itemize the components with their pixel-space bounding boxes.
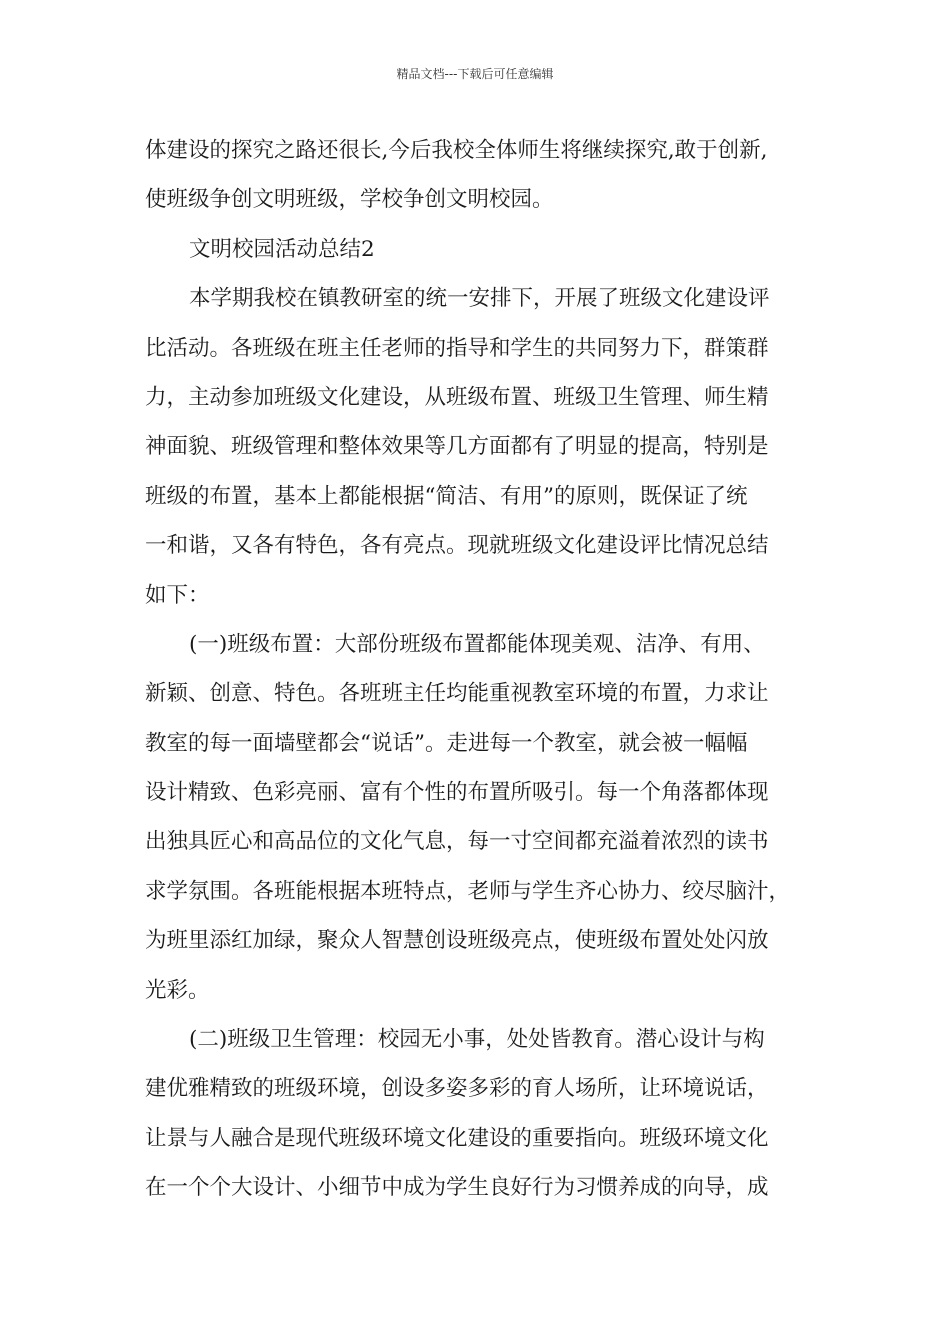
text-line: 光彩。 xyxy=(145,977,210,1003)
page-header: 精品文档---下载后可任意编辑 xyxy=(396,67,554,81)
text-line: 教室的每一面墙壁都会“说话”。走进每一个教室，就会被一幅幅 xyxy=(145,730,748,756)
text-line: 比活动。各班级在班主任老师的指导和学生的共同努力下，群策群 xyxy=(145,335,769,361)
text-line: 建优雅精致的班级环境，创设多姿多彩的育人场所，让环境说话， xyxy=(145,1076,769,1102)
text-line: 体建设的探究之路还很长,今后我校全体师生将继续探究,敢于创新, xyxy=(145,138,768,163)
text-line: 如下： xyxy=(145,582,210,608)
text-line: 本学期我校在镇教研室的统一安排下，开展了班级文化建设评 xyxy=(189,286,770,312)
section-heading: 文明校园活动总结2 xyxy=(189,236,375,262)
text-line: 一和谐，又各有特色，各有亮点。现就班级文化建设评比情况总结 xyxy=(145,533,769,559)
text-line: 使班级争创文明班级，学校争创文明校园。 xyxy=(145,187,554,213)
text-line: (一)班级布置：大部份班级布置都能体现美观、洁净、有用、 xyxy=(189,631,765,657)
text-line: 神面貌、班级管理和整体效果等几方面都有了明显的提高，特别是 xyxy=(145,434,769,460)
text-line: 在一个个大设计、小细节中成为学生良好行为习惯养成的向导，成 xyxy=(145,1175,769,1201)
text-line: 为班里添红加绿，聚众人智慧创设班级亮点，使班级布置处处闪放 xyxy=(145,928,769,954)
document-body xyxy=(145,126,825,1213)
text-line: (二)班级卫生管理：校园无小事，处处皆教育。潜心设计与构 xyxy=(189,1027,765,1053)
text-line: 求学氛围。各班能根据本班特点，老师与学生齐心协力、绞尽脑汁， xyxy=(145,878,791,904)
text-line: 新颖、创意、特色。各班班主任均能重视教室环境的布置，力求让 xyxy=(145,681,769,707)
text-line: 让景与人融合是现代班级环境文化建设的重要指向。班级环境文化 xyxy=(145,1125,769,1151)
text-line: 出独具匠心和高品位的文化气息，每一寸空间都充溢着浓烈的读书 xyxy=(145,829,769,855)
text-line: 力，主动参加班级文化建设，从班级布置、班级卫生管理、师生精 xyxy=(145,384,769,410)
text-line: 班级的布置，基本上都能根据“简洁、有用”的原则，既保证了统 xyxy=(145,483,748,509)
text-line: 设计精致、色彩亮丽、富有个性的布置所吸引。每一个角落都体现 xyxy=(145,780,769,806)
